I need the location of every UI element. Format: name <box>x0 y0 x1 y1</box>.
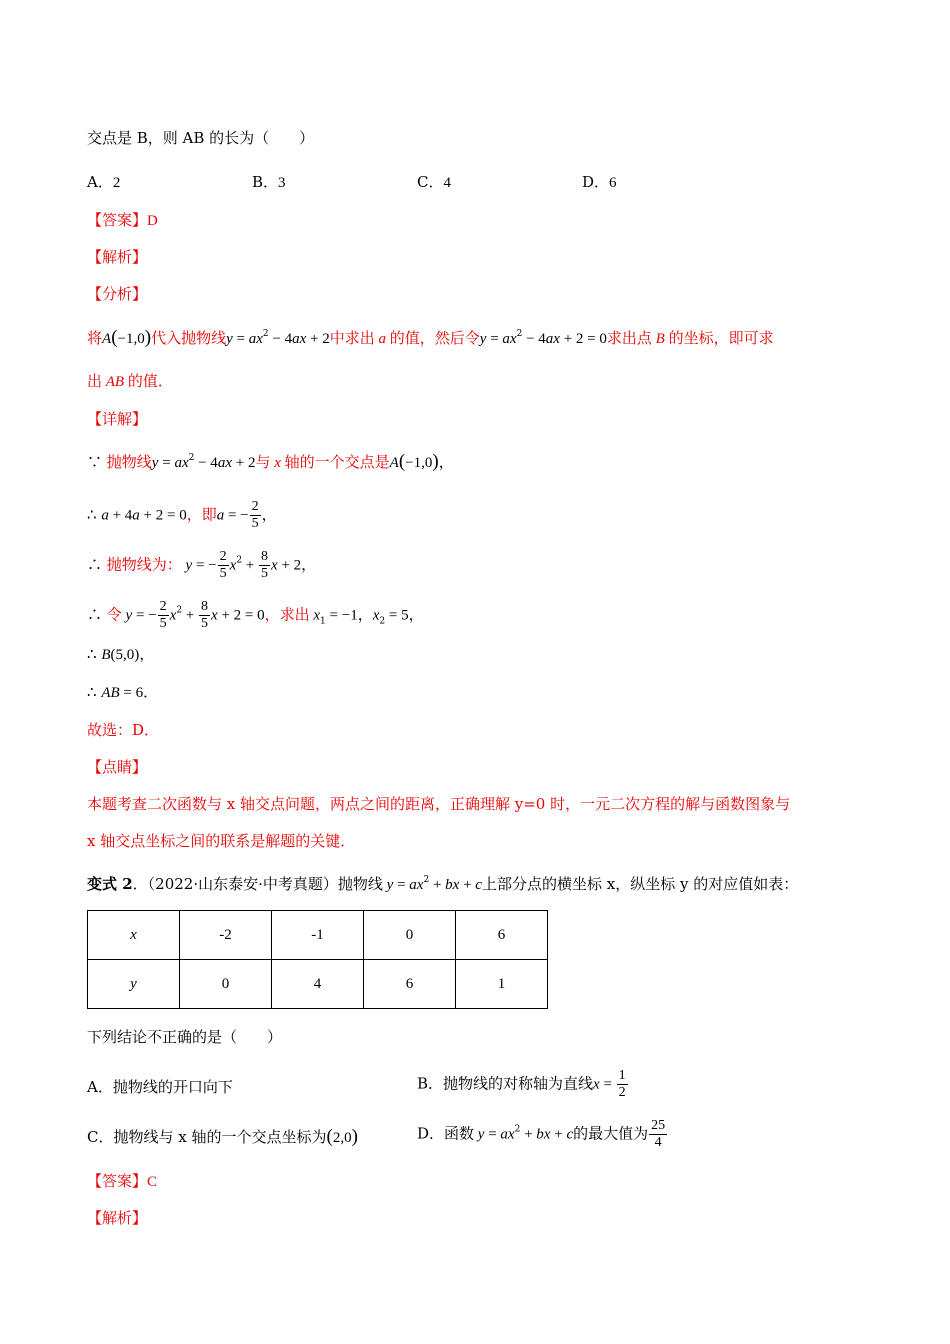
detail-line-1: ∵ 抛物线$y = ax^2 - 4ax + 2$与 x 轴的一个交点是A(−1,0)， <box>87 451 454 472</box>
option2-a: A．抛物线的开口向下 <box>87 1078 233 1096</box>
table-cell: 0 <box>180 960 272 1009</box>
table-cell: -1 <box>272 911 364 960</box>
section-fenxi: 【分析】 <box>87 285 148 303</box>
table-cell: 4 <box>272 960 364 1009</box>
analysis-line-1: 将A(−1,0)代入抛物线$y = ax^2 - 4ax + 2$中求出 a 的值，然后令$y = ax^2 - 4ax + 2 = 0$求出点 B 的坐标，即可求 <box>87 327 774 348</box>
comment-line-1: 本题考查二次函数与 x 轴交点问题，两点之间的距离，正确理解 y=0 时，一元二次方程的解与函数图象与 <box>87 795 791 813</box>
table-cell: y <box>88 960 180 1009</box>
fraction: $\frac{2}{5}$ <box>251 499 259 531</box>
table-cell: -2 <box>180 911 272 960</box>
final-choice: 故选：D． <box>87 721 160 739</box>
value-table <box>87 910 548 1009</box>
detail-line-3: ∴ 抛物线为： y = − $\frac{2}{5}$ $x^2$ + $\frac{8}{5}$ x + 2， <box>87 549 317 581</box>
section-jiexi: 【解析】 <box>87 248 148 266</box>
option2-c: C．抛物线与 x 轴的一个交点坐标为(2,0) <box>87 1126 358 1147</box>
section-jiexi-2: 【解析】 <box>87 1209 148 1227</box>
answer-line: 【答案】D <box>87 211 158 229</box>
section-dianjing: 【点睛】 <box>87 758 148 776</box>
variant-heading: 变式 2．（2022·山东泰安·中考真题）抛物线 $y = ax^2$ + bx + c上部分点的横坐标 x，纵坐标 y 的对应值如表： <box>87 875 799 893</box>
detail-line-4: ∴ 令 y = − $\frac{2}{5}$ $x^2$ + $\frac{8}{5}$ x + 2 = 0，求出 $x_1 = -1$，$x_2 = 5$， <box>87 599 424 631</box>
comment-line-2: x 轴交点坐标之间的联系是解题的关键． <box>87 832 356 850</box>
table-cell: 6 <box>364 960 456 1009</box>
table-cell: x <box>88 911 180 960</box>
section-xiangjie: 【详解】 <box>87 410 148 428</box>
option2-d: D．函数 $y = ax^2$ + bx + c的最大值为 $\frac{25}{4}$ <box>417 1118 666 1150</box>
option-c: C．4 <box>417 173 451 191</box>
answer2-line: 【答案】C <box>87 1172 158 1190</box>
option-b: B．3 <box>252 173 286 191</box>
option2-b: B．抛物线的对称轴为直线x = $\frac{1}{2}$ <box>417 1068 626 1100</box>
table-row <box>88 911 548 960</box>
table-cell: 0 <box>364 911 456 960</box>
detail-line-5: ∴ B(5,0)， <box>87 645 155 663</box>
option-a: A．2 <box>87 173 121 191</box>
analysis-line-2: 出 AB 的值． <box>87 372 173 390</box>
table-cell: 1 <box>456 960 548 1009</box>
detail-line-2: ∴ a + 4a + 2 = 0，即a = − $\frac{2}{5}$ ， <box>87 499 277 531</box>
table-row <box>88 960 548 1009</box>
question2-stem: 下列结论不正确的是（ ） <box>87 1028 283 1046</box>
option-d: D．6 <box>582 173 617 191</box>
table-cell: 6 <box>456 911 548 960</box>
question-stem-tail: 交点是 B，则 AB 的长为（ ） <box>87 129 315 147</box>
detail-line-6: ∴ AB = 6． <box>87 683 159 701</box>
